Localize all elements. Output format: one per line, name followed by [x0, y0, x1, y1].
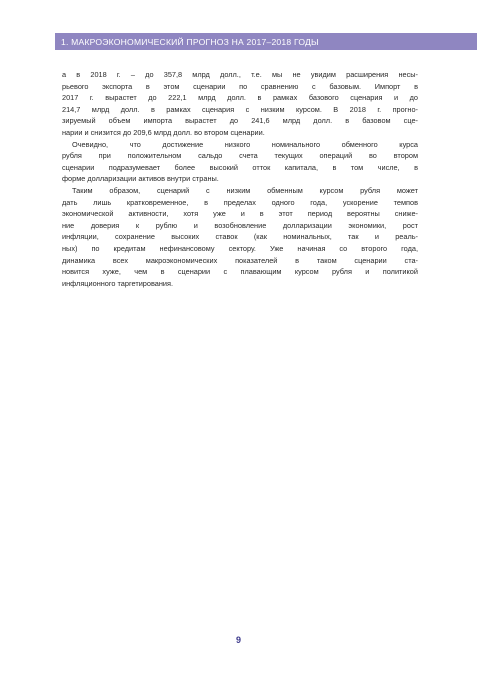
- text-line: 2017 г. вырастет до 222,1 млрд долл. в рамках базового сценария и до: [62, 93, 418, 103]
- text-line: сценарии подразумевает более высокий отток капитала, в том числе, в: [62, 162, 418, 172]
- body-text: [62, 69, 418, 289]
- text-line: рубля при положительном сальдо счета текущих операций во втором: [62, 151, 418, 161]
- text-line: экономической активности, хотя уже и в этот период вероятны сниже-: [62, 209, 418, 219]
- text-line: зируемый объем импорта вырастет до 241,6 млрд долл. в базовом сце-: [62, 116, 418, 126]
- text-line: дать лишь кратковременное, в пределах одного года, ускорение темпов: [62, 197, 418, 207]
- text-line: нарии и снизится до 209,6 млрд долл. во втором сценарии.: [62, 127, 265, 137]
- text-line: форме долларизации активов внутри страны.: [62, 174, 219, 184]
- page-number: 9: [235, 635, 241, 645]
- text-line: а в 2018 г. – до 357,8 млрд долл., т.е. мы не увидим расширения несы-: [62, 70, 418, 79]
- text-line: Очевидно, что достижение низкого номинального обменного курса: [72, 139, 418, 149]
- text-line: инфляции, сохранение высоких ставок (как номинальных, так и реаль-: [62, 232, 418, 242]
- text-line: новится хуже, чем в сценарии с плавающим курсом рубля и политикой: [62, 267, 418, 277]
- text-line: ных) по кредитам нефинансовому сектору. Уже начиная со второго года,: [62, 243, 418, 253]
- section-header-title: 1. МАКРОЭКОНОМИЧЕСКИЙ ПРОГНОЗ НА 2017–2018 ГОДЫ: [61, 36, 319, 47]
- text-line: Таким образом, сценарий с низким обменным курсом рубля может: [72, 185, 418, 195]
- text-line: ние доверия к рублю и возобновление долларизации экономики, рост: [62, 220, 418, 230]
- text-line: рьевого экспорта в этом сценарии по сравнению с базовым. Импорт в: [62, 81, 418, 91]
- text-line: инфляционного таргетирования.: [62, 278, 174, 288]
- section-header-band: [55, 33, 477, 50]
- text-line: 214,7 млрд долл. в рамках сценария с низким курсом. В 2018 г. прогно-: [62, 104, 418, 114]
- text-line: динамика всех макроэкономических показателей в таком сценарии ста-: [62, 255, 418, 265]
